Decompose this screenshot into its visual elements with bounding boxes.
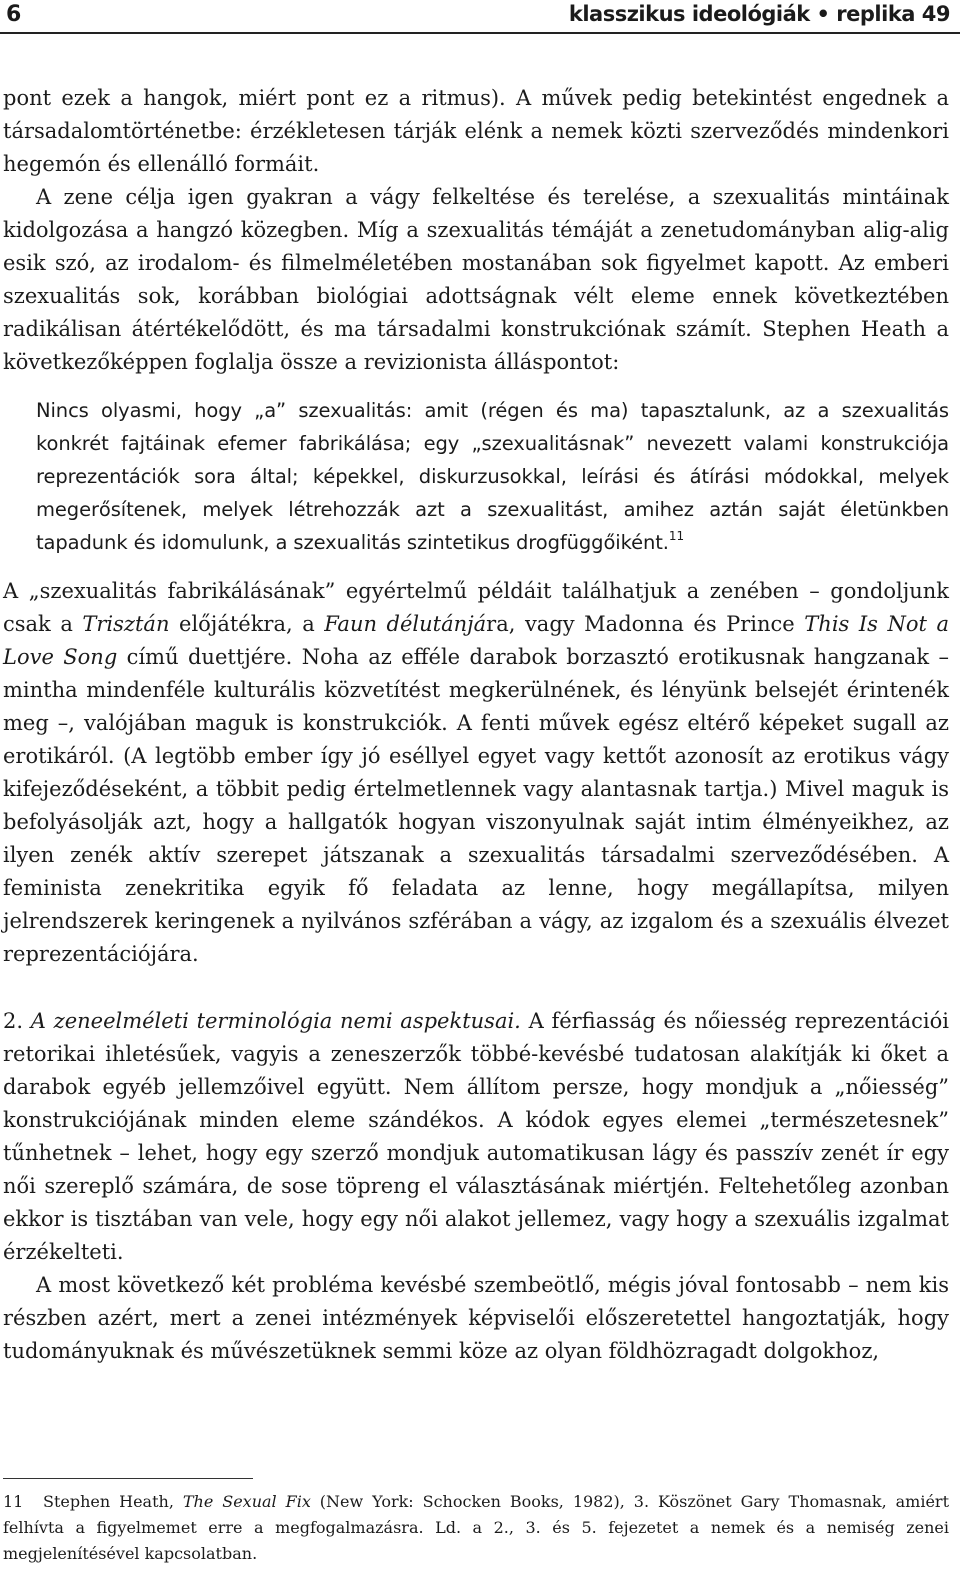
work-title: Faun délutánjá bbox=[324, 612, 487, 636]
footnote-marker[interactable]: 11 bbox=[668, 529, 684, 543]
running-head: klasszikus ideológiák • replika 49 bbox=[568, 2, 950, 26]
para-3-text-c: ra, vagy Madonna és Prince bbox=[486, 612, 805, 636]
para-3-text-d: című duettjére. Noha az efféle darabok borzasztó erotikusnak hangzanak – mintha mindenféle kulturális közvetítést megkerülnének, és lényünk belsejét érintenék meg –, valójában maguk is konstrukciók. A fenti művek egész eltérő képeket sugall az erotikáról. (A legtöbb ember így jó eséllyel egyet vagy kettőt azonosít az erotikus vágy kifejeződéseként, a többit pedig értelmetlennek vagy alantasnak tartja.) Mivel maguk is befolyásolják azt, hogy a hallgatók hogyan viszonyulnak saját intim élményeikhez, az ilyen zenék aktív szerepet játszanak a szexualitás társadalmi szerveződésében. A feminista zenekritika egyik fő feladata az lenne, hogy megállapítsa, milyen jelrendszerek keringenek a nyilvános szférában a vágy, az izgalom és a szexuális élvezet reprezentációjára. bbox=[3, 645, 949, 966]
para-3-text-a: A „szexualitás fabrikálásának” egyértelmű példáit találhatjuk a zenében – gondoljunk csak a bbox=[3, 579, 949, 636]
quote-text: Nincs olyasmi, hogy „a” szexualitás: amit (régen és ma) tapasztalunk, az a szexualitás konkrét fajtáinak efemer fabrikálása; egy „szexualitásnak” nevezett valami konstrukciója reprezentációk sora által; képekkel, diskurzusokkal, leírási és átírási módokkal, melyek megerősítenek, melyek létrehozzák azt a szexualitást, amihez aztán saját életünkben tapadunk és idomulunk, a szexualitás szintetikus drogfüggőiként. bbox=[36, 399, 949, 554]
footnote-rule bbox=[3, 1478, 253, 1479]
footnote-text-b: (New York: Schocken Books, 1982), 3. Köszönet Gary Thomasnak, amiért felhívta a figyelmemet erre a megfogalmazásra. Ld. a 2., 3. és 5. fejezetet a nemek és a nemiség zenei megjelenítésével kapcsolatban. bbox=[3, 1492, 950, 1563]
body-text bbox=[3, 82, 949, 1368]
para-2-text: A zene célja igen gyakran a vágy felkeltése és terelése, a szexualitás mintáinak kidolgozása a hangzó közegben. Míg a szexualitás témáját a zenetudományban alig-alig esik szó, az irodalom- és filmelméletében mostanában sok figyelmet kapott. Az emberi szexualitás sok, korábban biológiai adottságnak vélt eleme ennek következtében radikálisan átértékelődött, és ma társadalmi konstrukciónak számít. Stephen Heath a következőképpen foglalja össze a revizionista álláspontot: bbox=[3, 185, 949, 374]
page-header bbox=[0, 0, 960, 38]
section-title: A zeneelméleti terminológia nemi aspektusai. bbox=[30, 1009, 521, 1033]
footnote-number: 11 bbox=[3, 1492, 24, 1511]
work-title: Trisztán bbox=[82, 612, 170, 636]
work-title: This Is Not a Love Song bbox=[3, 612, 949, 669]
header-rule bbox=[0, 32, 960, 34]
paragraph bbox=[3, 181, 949, 379]
para-4-text: A férfiasság és nőiesség reprezentációi retorikai ihletésűek, vagyis a zeneszerzők többé-kevésbé tudatosan alakítják ki őket a darabok egyéb jellemzőivel együtt. Nem állítom persze, hogy mondjuk a „nőiesség” konstrukciójának minden eleme szándékos. A kódok egyes elemei „természetesnek” tűnhetnek – lehet, hogy egy szerző mondjuk automatikusan lágy és passzív zenét ír egy női szereplő számára, de sose töpreng el választásának miértjén. Feltehetőleg azonban ekkor is tisztában van vele, hogy egy női alakot jellemez, vagy hogy a szexuális izgalmat érzékelteti. bbox=[3, 1009, 949, 1264]
paragraph bbox=[3, 575, 949, 971]
section-paragraph bbox=[3, 1005, 949, 1269]
block-quote bbox=[36, 394, 949, 559]
book-title: The Sexual Fix bbox=[182, 1492, 311, 1511]
paragraph-continued bbox=[3, 82, 949, 181]
section-number: 2. bbox=[3, 1009, 31, 1033]
footnote-text-a: Stephen Heath, bbox=[43, 1492, 183, 1511]
para-3-text-b: előjátékra, a bbox=[169, 612, 325, 636]
para-5-text: A most következő két probléma kevésbé szembeötlő, mégis jóval fontosabb – nem kis részben azért, mert a zenei intézmények képviselői előszeretettel hangoztatják, hogy tudományuknak és művészetüknek semmi köze az olyan földhözragadt dolgokhoz, bbox=[3, 1273, 949, 1363]
page-number: 6 bbox=[6, 2, 22, 27]
para-1-text: pont ezek a hangok, miért pont ez a ritmus). A művek pedig betekintést engednek a társadalomtörténetbe: érzékletesen tárják elénk a nemek közti szerveződés mindenkori hegemón és ellenálló formáit. bbox=[3, 86, 949, 176]
paragraph bbox=[3, 1269, 949, 1368]
footnote bbox=[3, 1489, 949, 1567]
